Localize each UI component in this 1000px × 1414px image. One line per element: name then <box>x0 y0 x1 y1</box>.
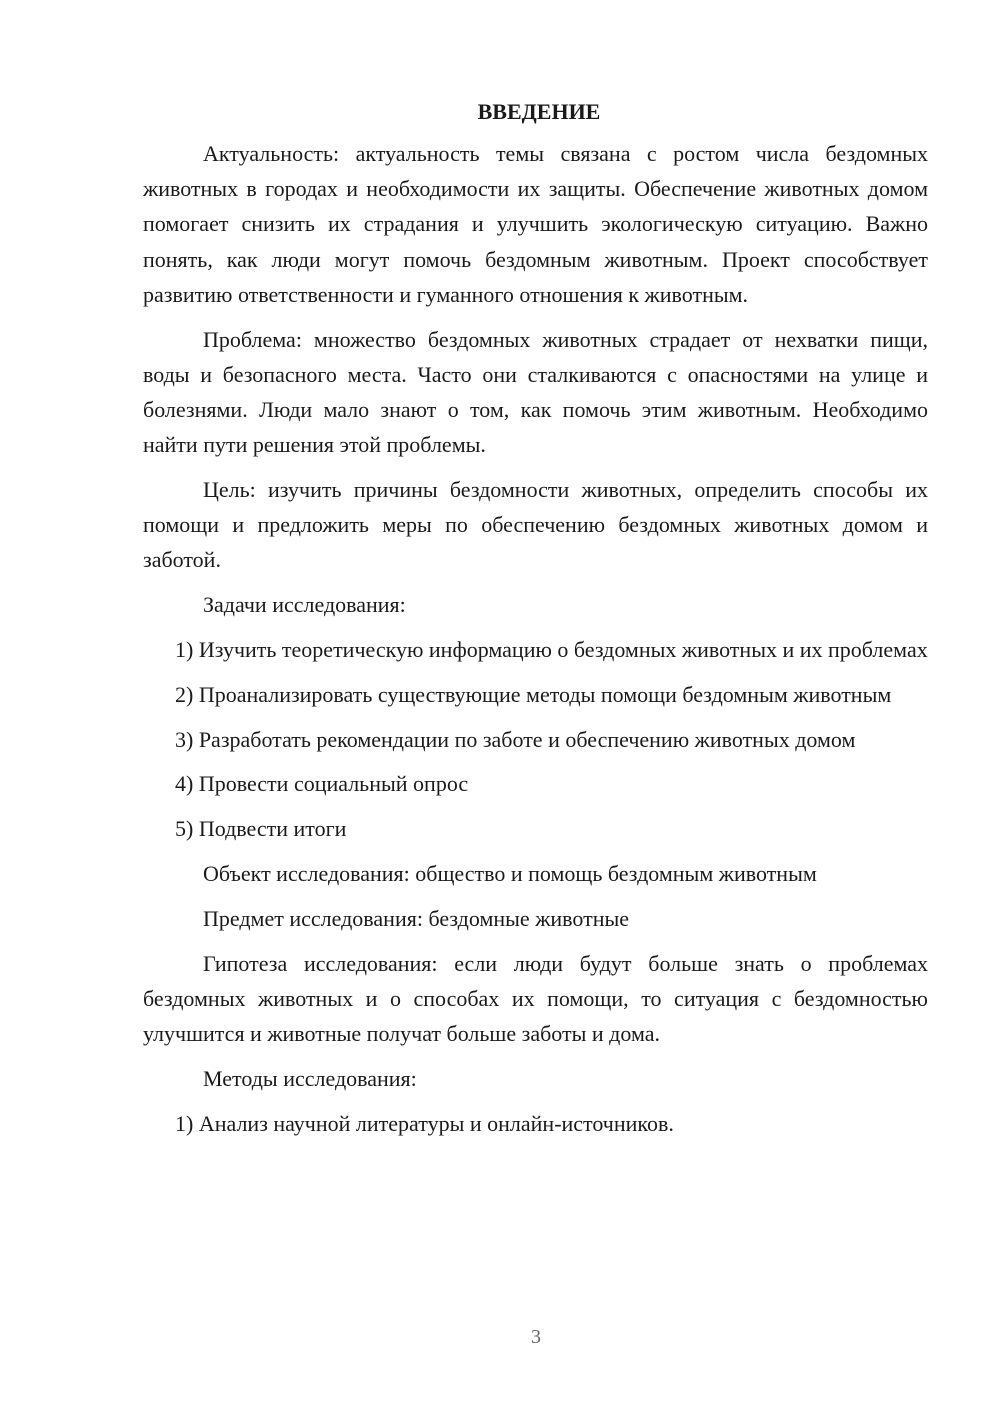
task-item-2: 2) Проанализировать существующие методы помощи бездомным животным <box>175 681 892 707</box>
problem-paragraph: Проблема: множество бездомных животных страдает от нехватки пищи, воды и безопасного места. Часто они сталкиваются с опасностями на улице и болезнями. Люди мало знают о том, как помочь этим животным. Необходимо найти пути решения этой проблемы. <box>143 326 928 458</box>
page-number: 3 <box>531 1326 541 1348</box>
task-item-4: 4) Провести социальный опрос <box>175 771 469 797</box>
hypothesis-paragraph: Гипотеза исследования: если люди будут больше знать о проблемах бездомных животных и о способах их помощи, то ситуация с бездомностью улучшится и животные получат больше заботы и дома. <box>143 950 928 1046</box>
task-item-1: 1) Изучить теоретическую информацию о бездомных животных и их проблемах <box>175 637 928 663</box>
methods-heading: Методы исследования: <box>203 1065 417 1091</box>
section-title: ВВЕДЕНИЕ <box>477 99 601 124</box>
research-subject: Предмет исследования: бездомные животные <box>203 905 630 931</box>
task-item-3: 3) Разработать рекомендации по заботе и обеспечению животных домом <box>175 726 856 752</box>
research-object: Объект исследования: общество и помощь бездомным животным <box>203 861 817 886</box>
method-item-1: 1) Анализ научной литературы и онлайн-источников. <box>175 1110 674 1136</box>
tasks-heading: Задачи исследования: <box>203 592 406 618</box>
relevance-paragraph: Актуальность: актуальность темы связана с ростом числа бездомных животных в городах и необходимости их защиты. Обеспечение животных домом помогает снизить их страдания и улучшить экологическую ситуацию. Важно понять, как люди могут помочь бездомным животным. Проект способствует развитию ответственности и гуманного отношения к животным. <box>143 141 928 307</box>
task-item-5: 5) Подвести итоги <box>175 816 347 842</box>
goal-paragraph: Цель: изучить причины бездомности животных, определить способы их помощи и предложить меры по обеспечению бездомных животных домом и заботой. <box>143 477 928 573</box>
